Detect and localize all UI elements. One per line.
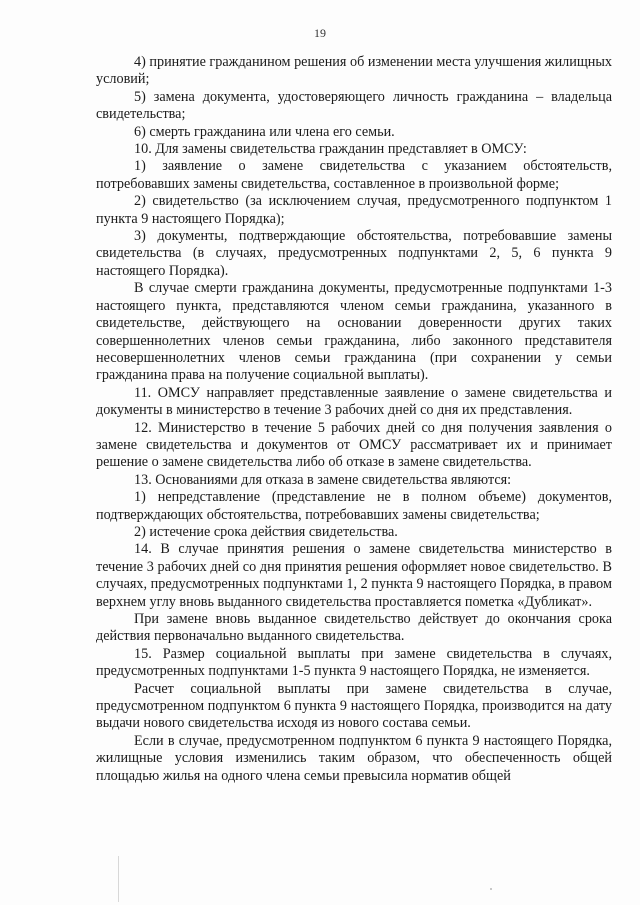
paragraph-section-10-item-2: 2) свидетельство (за исключением случая, предусмотренного подпунктом 1 пункта 9 настоящего Порядка); — [96, 193, 612, 227]
paragraph-section-11: 11. ОМСУ направляет представленные заявление о замене свидетельства и документы в министерство в течение 3 рабочих дней со дня их представления. — [96, 384, 612, 419]
paragraph-section-10-item-1: 1) заявление о замене свидетельства с указанием обстоятельств, потребовавших замены свидетельства, составленное в произвольной форме; — [96, 158, 612, 192]
paragraph-section-10: 10. Для замены свидетельства гражданин представляет в ОМСУ: — [134, 141, 527, 158]
paragraph-section-13-item-1: 1) непредставление (представление не в полном объеме) документов, подтверждающих обстоятельства, потребовавших замены свидетельства; — [96, 489, 612, 523]
paragraph-section-13: 13. Основаниями для отказа в замене свидетельства являются: — [134, 471, 512, 488]
document-body — [96, 54, 612, 784]
paragraph-duplicate-validity: При замене вновь выданное свидетельство действует до окончания срока действия первоначально выданного свидетельства. — [96, 611, 612, 645]
paragraph-payment-calculation: Расчет социальной выплаты при замене свидетельства в случае, предусмотренном подпунктом 6 пункта 9 настоящего Порядка, производится на дату выдачи нового свидетельства исходя из нового состава семьи. — [96, 680, 612, 732]
paragraph-section-14: 14. В случае принятия решения о замене свидетельства министерство в течение 3 рабочих дней со дня принятия решения оформляет новое свидетельство. В случаях, предусмотренных подпунктами 1, 2 пункта 9 настоящего Порядка, в правом верхнем углу вновь выданного свидетельства проставляется пометка «Дубликат». — [96, 541, 612, 610]
paragraph-item-5-id-replacement: 5) замена документа, удостоверяющего личность гражданина – владельца свидетельства; — [96, 88, 612, 123]
paragraph-death-case: В случае смерти гражданина документы, предусмотренные подпунктами 1-3 настоящего пункта, представляются членом семьи гражданина, указанного в свидетельстве, действующего на основании доверенности других таких совершеннолетних членов семьи гражданина, либо законного представителя несовершеннолетних членов семьи гражданина (при сохранении у семьи гражданина права на получение социальной выплаты). — [96, 280, 612, 384]
paragraph-item-6-death: 6) смерть гражданина или члена его семьи. — [134, 123, 395, 140]
scan-artifact-dot — [490, 888, 492, 890]
paragraph-section-10-item-3: 3) документы, подтверждающие обстоятельства, потребовавшие замены свидетельства (в случаях, предусмотренных подпунктами 2, 5, 6 пункта 9 настоящего Порядка). — [96, 228, 612, 279]
page-number: 19 — [314, 26, 326, 40]
paragraph-item-4-resettlement: 4) принятие гражданином решения об изменении места улучшения жилищных условий; — [96, 54, 612, 88]
paragraph-section-13-item-2: 2) истечение срока действия свидетельства. — [134, 523, 398, 540]
paragraph-section-15: 15. Размер социальной выплаты при замене свидетельства в случаях, предусмотренных подпунктами 1-5 пункта 9 настоящего Порядка, не изменяется. — [96, 645, 612, 680]
paragraph-living-conditions-changed: Если в случае, предусмотренном подпунктом 6 пункта 9 настоящего Порядка, жилищные условия изменились таким образом, что обеспеченность общей площадью жилья на одного члена семьи превысила норматив общей — [96, 732, 612, 784]
paragraph-section-12: 12. Министерство в течение 5 рабочих дней со дня получения заявления о замене свидетельства и документов от ОМСУ рассматривает их и принимает решение о замене свидетельства либо об отказе в замене свидетельства. — [96, 419, 612, 471]
scan-artifact-line — [118, 856, 119, 902]
